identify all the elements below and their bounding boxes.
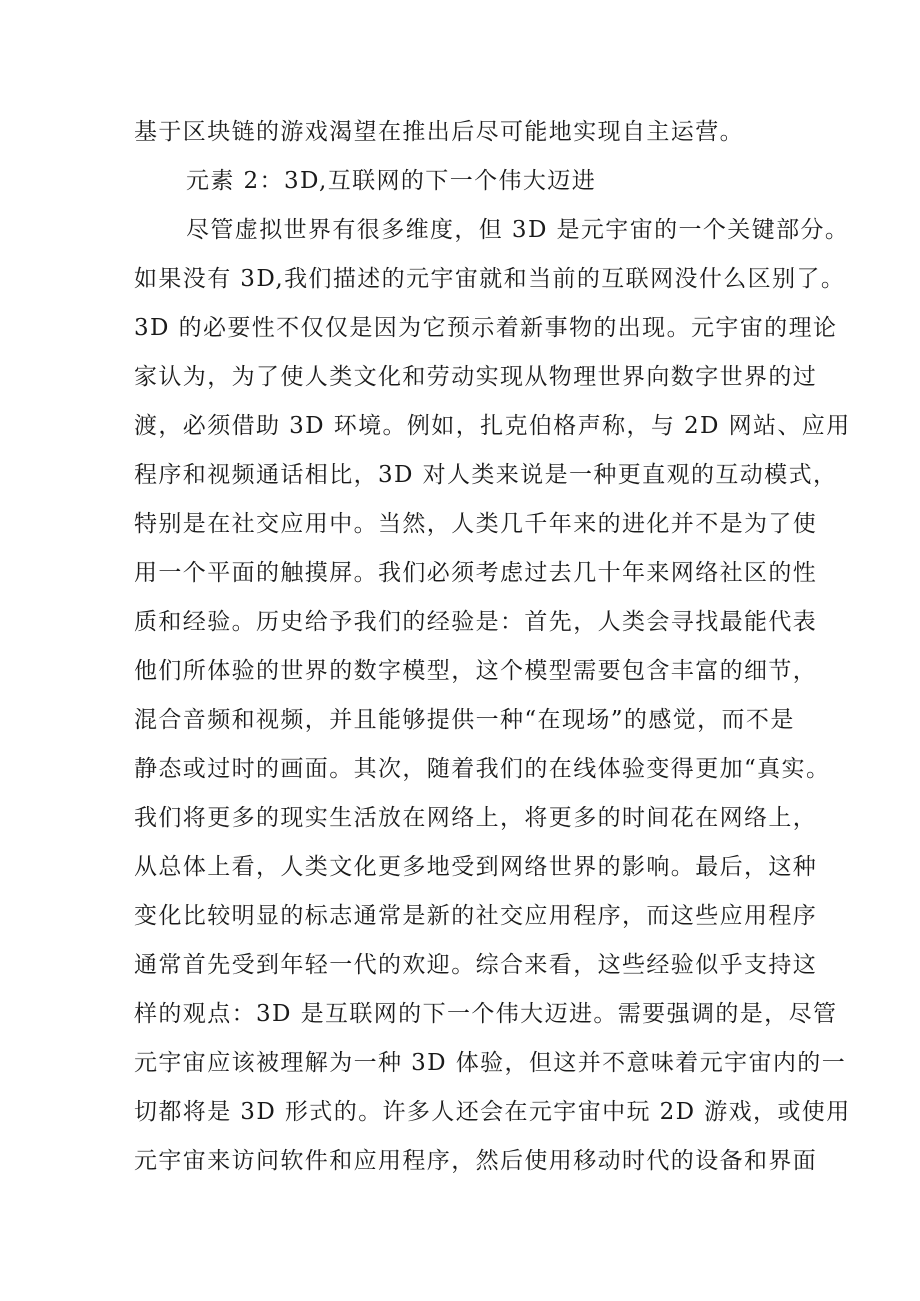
text-line: 静态或过时的画面。其次，随着我们的在线体验变得更加“真实。 xyxy=(134,756,831,782)
text-line: 程序和视频通话相比，3D 对人类来说是一种更直观的互动模式， xyxy=(134,462,838,488)
text-line: 元宇宙来访问软件和应用程序，然后使用移动时代的设备和界面 xyxy=(134,1148,818,1174)
text-line: 基于区块链的游戏渴望在推出后尽可能地实现自主运营。 xyxy=(134,119,744,145)
text-line: 尽管虚拟世界有很多维度，但 3D 是元宇宙的一个关键部分。 xyxy=(186,217,850,243)
text-line: 元宇宙应该被理解为一种 3D 体验，但这并不意味着元宇宙内的一 xyxy=(134,1050,847,1076)
text-line: 用一个平面的触摸屏。我们必须考虑过去几十年来网络社区的性 xyxy=(134,560,818,586)
text-line: 如果没有 3D,我们描述的元宇宙就和当前的互联网没什么区别了。 xyxy=(134,266,846,292)
text-line: 混合音频和视频，并且能够提供一种“在现场”的感觉，而不是 xyxy=(134,707,795,733)
text-line: 3D 的必要性不仅仅是因为它预示着新事物的出现。元宇宙的理论 xyxy=(134,315,838,341)
text-line: 渡，必须借助 3D 环境。例如，扎克伯格声称，与 2D 网站、应用 xyxy=(134,413,851,439)
text-line: 从总体上看，人类文化更多地受到网络世界的影响。最后，这种 xyxy=(134,854,818,880)
text-line: 样的观点：3D 是互联网的下一个伟大迈进。需要强调的是，尽管 xyxy=(134,1001,838,1027)
text-line: 特别是在社交应用中。当然，人类几千年来的进化并不是为了使 xyxy=(134,511,818,537)
text-line: 他们所体验的世界的数字模型，这个模型需要包含丰富的细节， xyxy=(134,658,818,684)
section-heading: 元素 2：3D,互联网的下一个伟大迈进 xyxy=(186,168,597,194)
text-line: 家认为，为了使人类文化和劳动实现从物理世界向数字世界的过 xyxy=(134,364,818,390)
text-line: 质和经验。历史给予我们的经验是：首先，人类会寻找最能代表 xyxy=(134,609,818,635)
text-line: 变化比较明显的标志通常是新的社交应用程序，而这些应用程序 xyxy=(134,903,818,929)
text-line: 切都将是 3D 形式的。许多人还会在元宇宙中玩 2D 游戏，或使用 xyxy=(134,1099,851,1125)
text-line: 我们将更多的现实生活放在网络上，将更多的时间花在网络上， xyxy=(134,805,818,831)
text-line: 通常首先受到年轻一代的欢迎。综合来看，这些经验似乎支持这 xyxy=(134,952,818,978)
